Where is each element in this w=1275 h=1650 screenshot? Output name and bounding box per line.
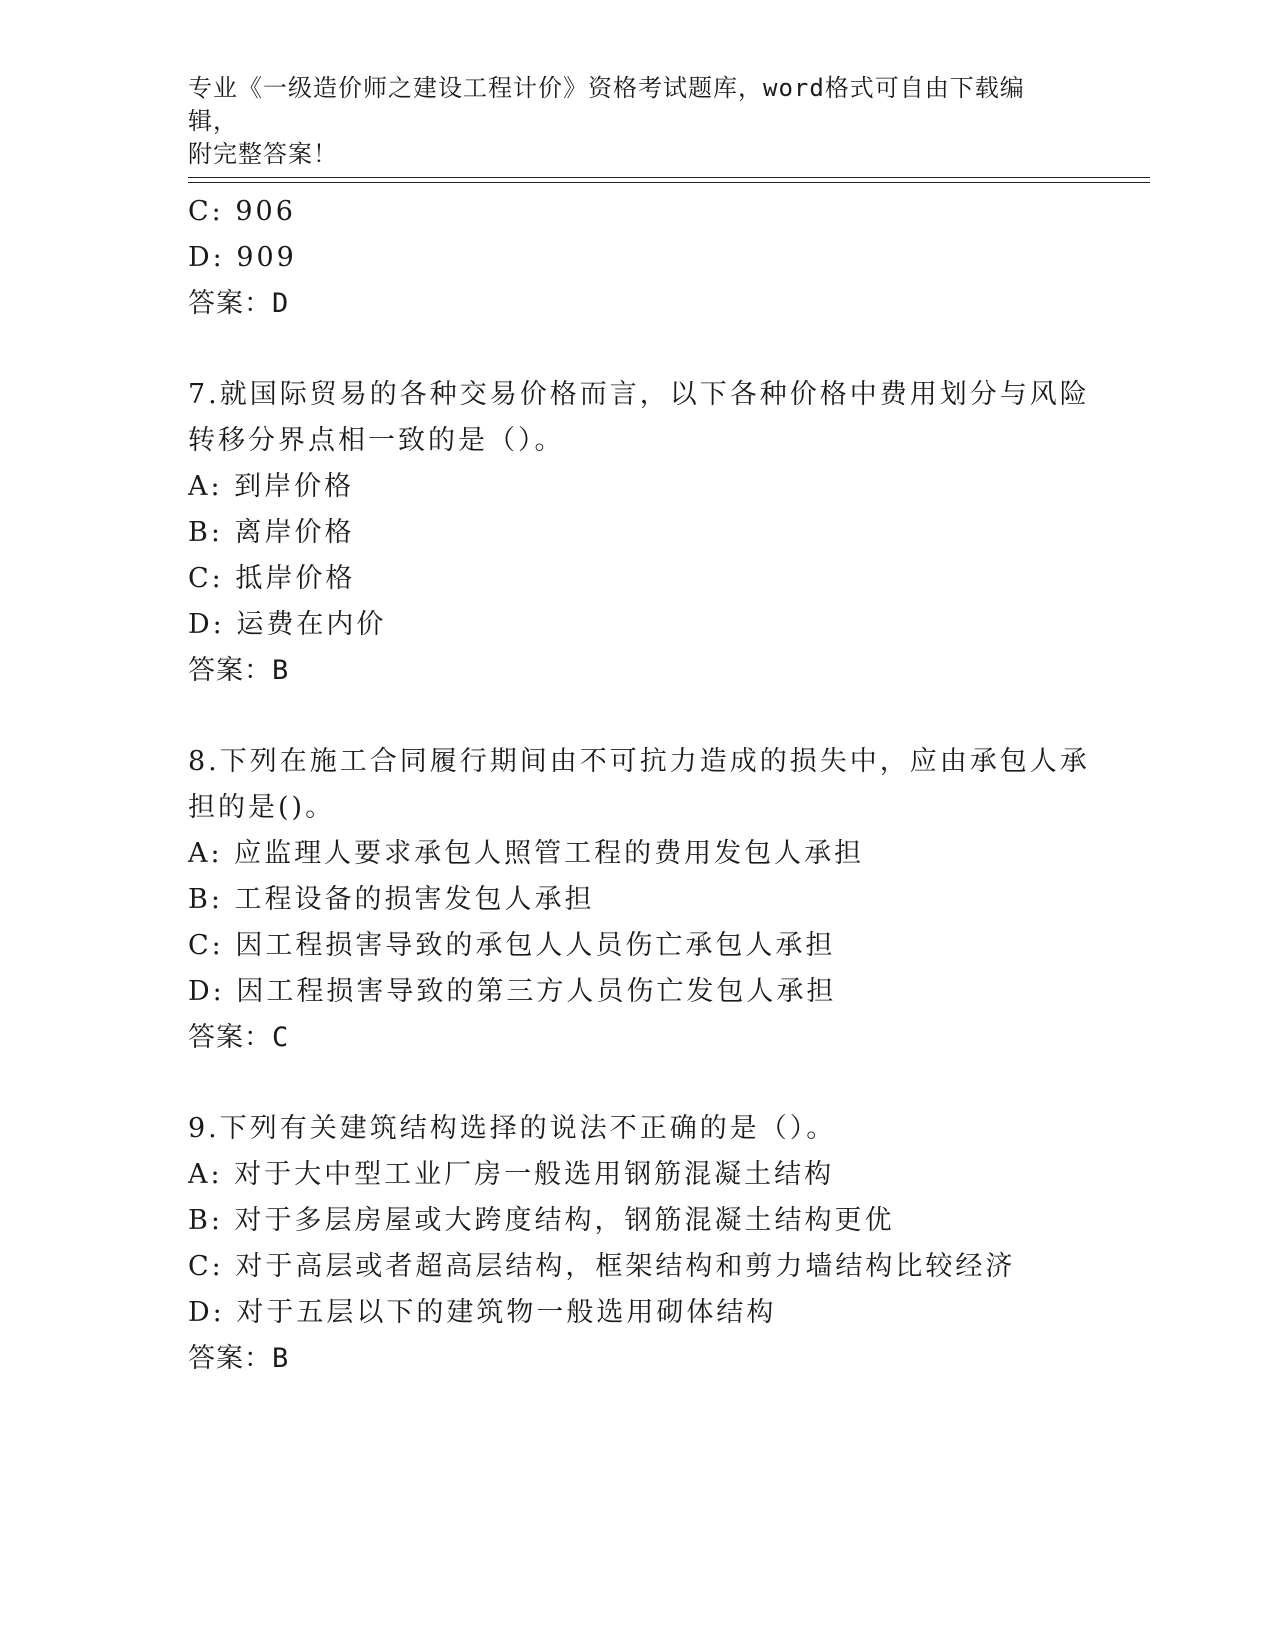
- page-header: [188, 72, 1068, 171]
- question-stem: 9.下列有关建筑结构选择的说法不正确的是（）。: [188, 1113, 837, 1144]
- answer-line: 答案：B: [188, 655, 290, 686]
- question-stem: 7.就国际贸易的各种交易价格而言，以下各种价格中费用划分与风险: [188, 379, 1090, 410]
- option-d: D: 909: [188, 242, 297, 273]
- option-d: D: 对于五层以下的建筑物一般选用砌体结构: [188, 1297, 777, 1328]
- spacer: [188, 327, 1088, 372]
- answer-line: 答案：D: [188, 288, 290, 319]
- option-c: C: 因工程损害导致的承包人人员伤亡承包人承担: [188, 930, 836, 961]
- question-9: [188, 1106, 1088, 1382]
- option-d: D: 因工程损害导致的第三方人员伤亡发包人承担: [188, 976, 837, 1007]
- question-stem: 担的是()。: [188, 792, 336, 823]
- option-b: B: 工程设备的损害发包人承担: [188, 884, 595, 915]
- option-c: C: 906: [188, 196, 296, 227]
- spacer: [188, 1061, 1088, 1106]
- question-stem: 8.下列在施工合同履行期间由不可抗力造成的损失中，应由承包人承: [188, 746, 1090, 777]
- option-b: B: 对于多层房屋或大跨度结构，钢筋混凝土结构更优: [188, 1205, 895, 1236]
- option-b: B: 离岸价格: [188, 517, 355, 548]
- prev-question: [188, 189, 1088, 327]
- question-8: [188, 739, 1088, 1061]
- option-a: A: 到岸价格: [188, 471, 355, 502]
- option-d: D: 运费在内价: [188, 609, 387, 640]
- question-content: [188, 189, 1088, 1382]
- option-c: C: 抵岸价格: [188, 563, 356, 594]
- spacer: [188, 694, 1088, 739]
- header-line-1: 专业《一级造价师之建设工程计价》资格考试题库，word格式可自由下载编辑，: [188, 74, 1025, 135]
- option-a: A: 对于大中型工业厂房一般选用钢筋混凝土结构: [188, 1159, 835, 1190]
- question-stem: 转移分界点相一致的是（）。: [188, 425, 565, 456]
- option-a: A: 应监理人要求承包人照管工程的费用发包人承担: [188, 838, 865, 869]
- option-c: C: 对于高层或者超高层结构，框架结构和剪力墙结构比较经济: [188, 1251, 1016, 1282]
- question-7: [188, 372, 1088, 694]
- answer-line: 答案：C: [188, 1022, 290, 1053]
- header-rule-top: [188, 177, 1150, 178]
- answer-line: 答案：B: [188, 1343, 290, 1374]
- header-line-2: 附完整答案！: [188, 140, 338, 168]
- header-rule-bottom: [188, 182, 1150, 183]
